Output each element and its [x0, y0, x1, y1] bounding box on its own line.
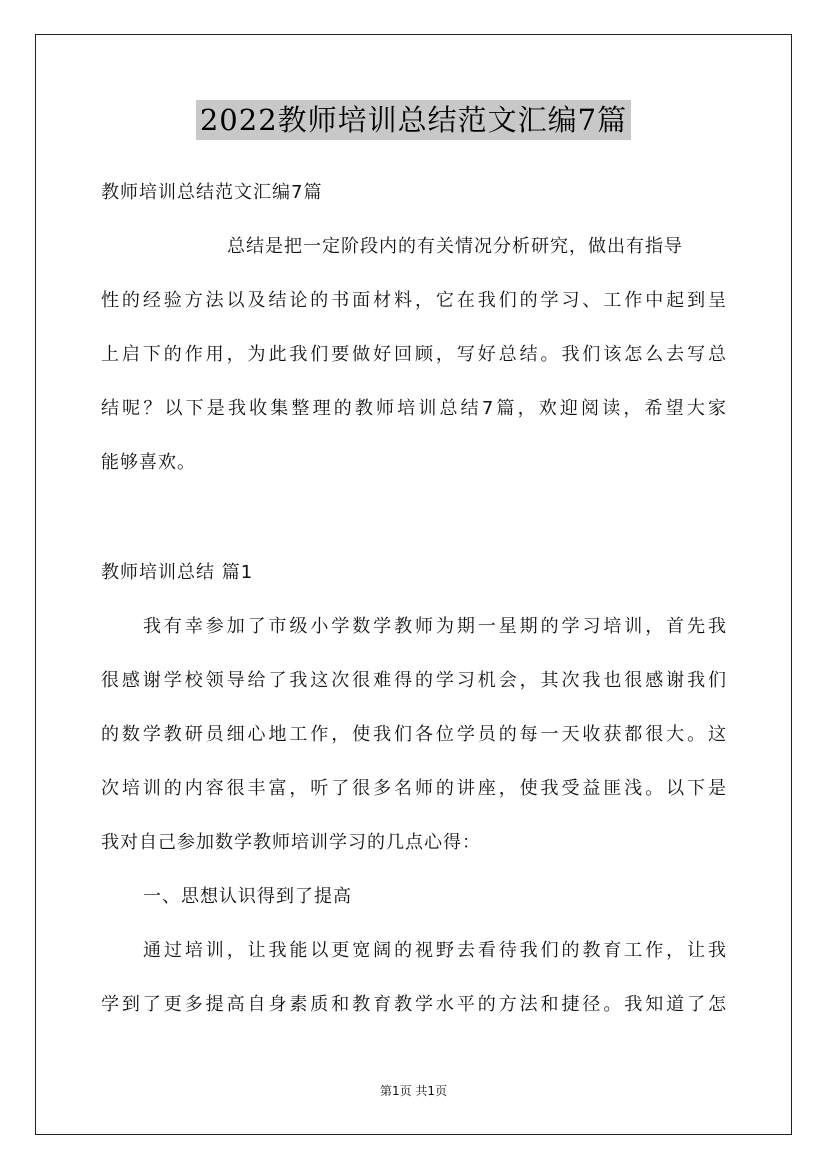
section1-line: 次培训的内容很丰富，听了很多名师的讲座，使我受益匪浅。以下是	[101, 778, 727, 799]
intro-line: 性的经验方法以及结论的书面材料，它在我们的学习、工作中起到呈	[101, 290, 727, 311]
intro-line: 能够喜欢。	[101, 452, 196, 473]
document-title: 2022教师培训总结范文汇编7篇	[196, 100, 631, 140]
title-container	[0, 100, 827, 140]
intro-line: 上启下的作用，为此我们要做好回顾，写好总结。我们该怎么去写总	[101, 344, 727, 365]
subsection-heading: 一、思想认识得到了提高	[143, 886, 352, 907]
section1-line: 我有幸参加了市级小学数学教师为期一星期的学习培训，首先我	[143, 616, 727, 637]
section1-line: 我对自己参加数学教师培训学习的几点心得：	[101, 832, 481, 853]
subsection1-line: 通过培训，让我能以更宽阔的视野去看待我们的教育工作，让我	[143, 940, 727, 961]
intro-paragraph	[101, 220, 727, 490]
section1-paragraph	[101, 600, 727, 870]
subsection1-line: 学到了更多提高自身素质和教育教学水平的方法和捷径。我知道了怎	[101, 994, 727, 1015]
subsection1-paragraph	[101, 924, 727, 1032]
intro-line: 总结是把一定阶段内的有关情况分析研究，做出有指导	[227, 236, 683, 257]
section1-line: 的数学教研员细心地工作，使我们各位学员的每一天收获都很大。这	[101, 724, 727, 745]
page-footer: 第1页 共1页	[379, 1084, 448, 1098]
intro-line: 结呢？以下是我收集整理的教师培训总结7篇，欢迎阅读，希望大家	[101, 398, 727, 419]
section1-line: 很感谢学校领导给了我这次很难得的学习机会，其次我也很感谢我们	[101, 670, 727, 691]
document-subtitle: 教师培训总结范文汇编7篇	[101, 182, 323, 203]
section-heading: 教师培训总结 篇1	[101, 562, 254, 583]
